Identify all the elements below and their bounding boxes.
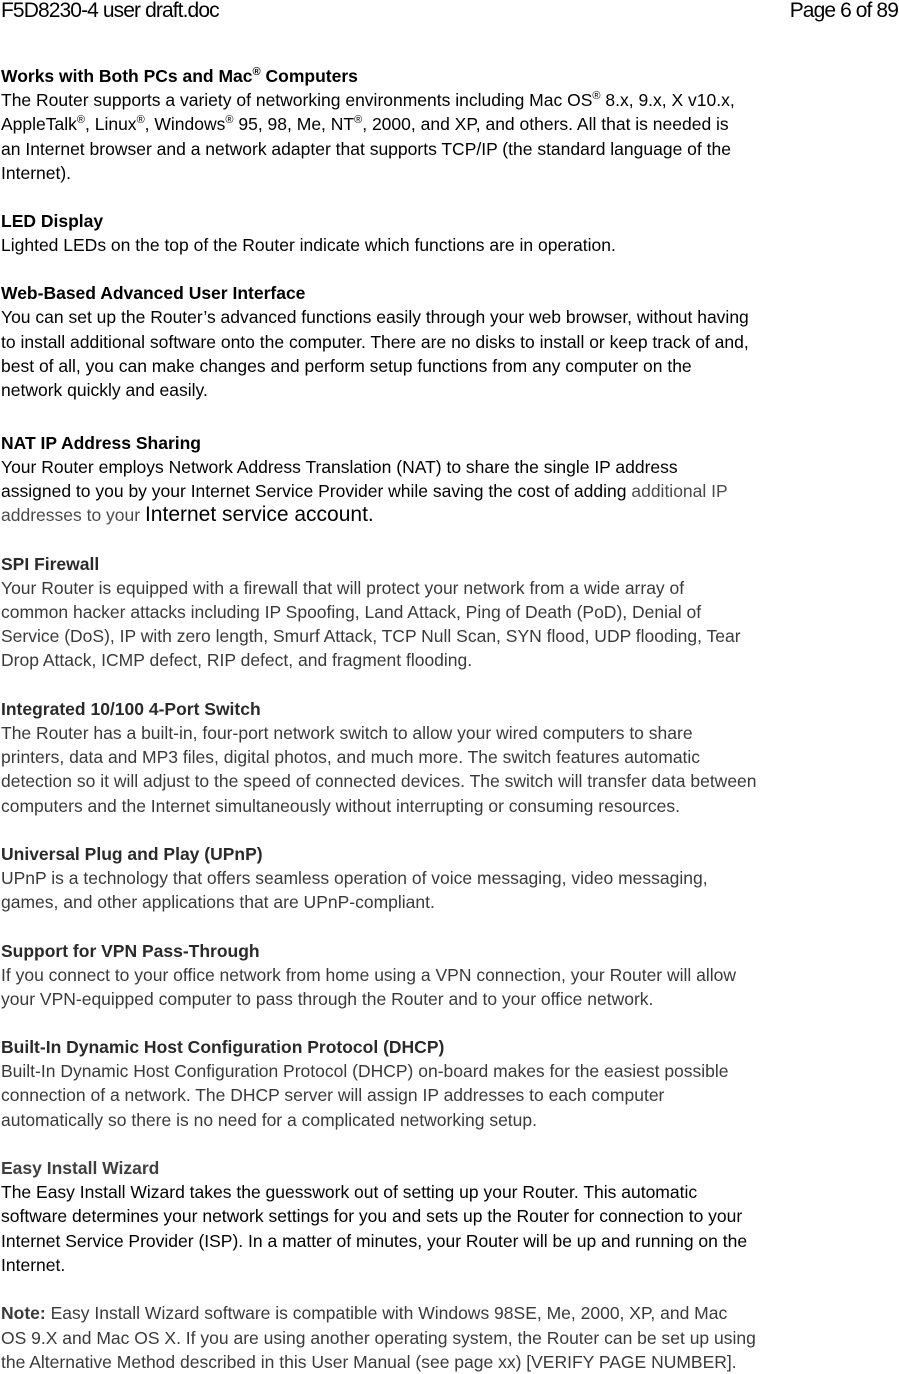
- section-body: Your Router employs Network Address Translation (NAT) to share the single IP address assigned to you by your Internet Service Provider while saving the cost of adding additional IP addresses to your Internet service account.: [1, 456, 728, 527]
- section-title: NAT IP Address Sharing: [1, 432, 201, 453]
- section-led-display: [1, 209, 893, 257]
- page-number: Page 6 of 89: [789, 0, 898, 22]
- section-body: The Easy Install Wizard takes the guesswork out of setting up your Router. This automatic software determines your network settings for you and sets up the Router for connection to your Internet Service Provider (ISP). In a matter of minutes, your Router will be up and running on the Internet.: [1, 1182, 748, 1275]
- note-body: Note: Easy Install Wizard software is compatible with Windows 98SE, Me, 2000, XP, and Mac OS 9.X and Mac OS X. If you are using another operating system, the Router can be set up using the Alternative Method described in this User Manual (see page xx) [VERIFY PAGE NUMBER].: [1, 1303, 756, 1372]
- section-dhcp: [1, 1035, 893, 1132]
- section-body: The Router has a built-in, four-port network switch to allow your wired computers to share printers, data and MP3 files, digital photos, and much more. The switch features automatic detection so it will adjust to the speed of connected devices. The switch will transfer data between computers and the Internet simultaneously without interrupting or consuming resources.: [1, 722, 757, 816]
- registered-mark: ®: [252, 66, 261, 78]
- section-body: You can set up the Router’s advanced functions easily through your web browser, without having to install additional software onto the computer. There are no disks to install or keep track of and, best of all, you can make changes and perform setup functions from any computer on the network quickly and easily.: [1, 307, 749, 401]
- section-nat: [1, 431, 893, 528]
- section-vpn: [1, 939, 893, 1012]
- section-spi-firewall: [1, 552, 893, 673]
- section-body: UPnP is a technology that offers seamless operation of voice messaging, video messaging, games, and other applications that are UPnP-compliant.: [1, 867, 708, 913]
- section-body: Lighted LEDs on the top of the Router indicate which functions are in operation.: [1, 235, 616, 256]
- document-body: [1, 64, 893, 1374]
- section-body: Your Router is equipped with a firewall that will protect your network from a wide array of common hacker attacks including IP Spoofing, Land Attack, Ping of Death (PoD), Denial of Service (DoS), IP with zero length, Smurf Attack, TCP Null Scan, SYN flood, UDP flooding, Tear Drop Attack, ICMP defect, RIP defect, and fragment flooding.: [1, 577, 741, 671]
- note-label: Note:: [1, 1303, 46, 1324]
- section-upnp: [1, 842, 893, 915]
- section-title: Integrated 10/100 4-Port Switch: [1, 698, 261, 719]
- section-body: If you connect to your office network from home using a VPN connection, your Router will allow your VPN-equipped computer to pass through the Router and to your office network.: [1, 964, 737, 1009]
- page-header: [0, 0, 899, 26]
- section-title: Universal Plug and Play (UPnP): [1, 843, 263, 864]
- section-mac-compat: [1, 64, 893, 185]
- section-body: The Router supports a variety of networking environments including Mac OS® 8.x, 9.x, X v10.x, AppleTalk®, Linux®, Windows® 95, 98, Me, NT®, 2000, and XP, and others. All that is needed is an Internet browser and a network adapter that supports TCP/IP (the standard language of the Internet).: [1, 90, 735, 183]
- section-note: [1, 1301, 893, 1374]
- section-title: Works with Both PCs and Mac® Computers: [1, 66, 358, 86]
- section-body: Built-In Dynamic Host Configuration Protocol (DHCP) on-board makes for the easiest possible connection of a network. The DHCP server will assign IP addresses to each computer automatically so there is no need for a complicated networking setup.: [1, 1061, 729, 1130]
- section-install-wizard: [1, 1156, 893, 1277]
- section-title: LED Display: [1, 211, 104, 232]
- section-web-interface: [1, 281, 893, 402]
- section-title: SPI Firewall: [1, 553, 100, 574]
- section-title: Easy Install Wizard: [1, 1158, 160, 1179]
- document-filename: F5D8230-4 user draft.doc: [1, 0, 219, 22]
- section-title: Built-In Dynamic Host Configuration Protocol (DHCP): [1, 1037, 445, 1058]
- section-switch: [1, 697, 893, 818]
- section-title: Support for VPN Pass-Through: [1, 940, 260, 961]
- section-title: Web-Based Advanced User Interface: [1, 283, 306, 304]
